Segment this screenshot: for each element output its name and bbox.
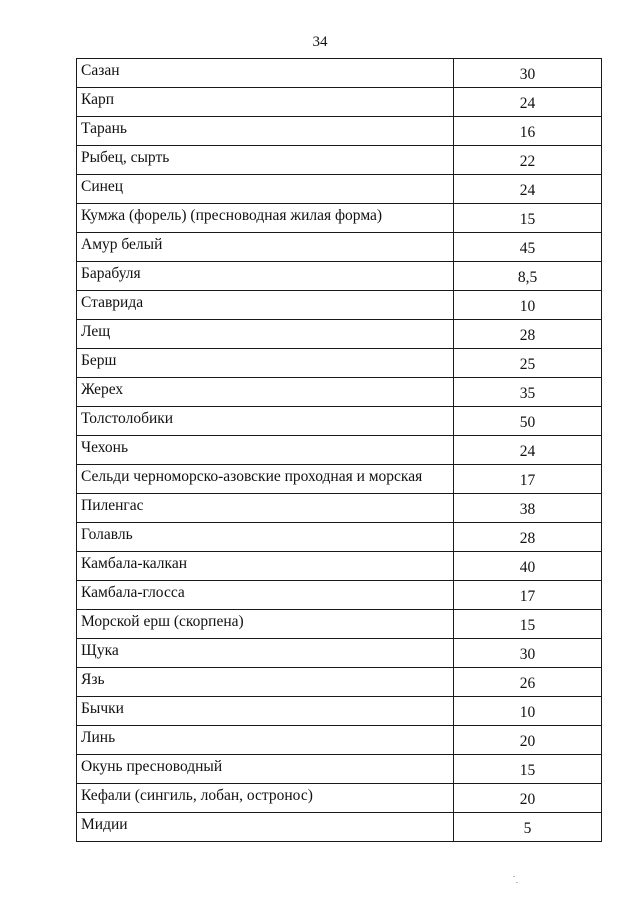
value-cell: 8,5 [517, 269, 538, 286]
table-row [77, 59, 601, 88]
table-row [77, 755, 601, 784]
species-name-cell: Карп [77, 88, 454, 116]
value-cell: 20 [519, 791, 536, 808]
table-row [77, 697, 601, 726]
table-row [77, 494, 601, 523]
species-name-cell: Кефали (сингиль, лобан, остронос) [77, 784, 454, 812]
value-cell: 28 [519, 530, 536, 547]
value-cell: 15 [519, 762, 536, 779]
value-cell: 24 [519, 182, 536, 199]
value-cell: 50 [519, 414, 536, 431]
table-row [77, 465, 601, 494]
value-cell: 10 [519, 298, 536, 315]
species-name-cell: Пиленгас [77, 494, 454, 522]
species-name-cell: Бычки [77, 697, 454, 725]
table-row [77, 581, 601, 610]
table-row [77, 233, 601, 262]
table-row [77, 784, 601, 813]
species-name-cell: Камбала-калкан [77, 552, 454, 580]
table-row [77, 523, 601, 552]
value-cell: 26 [519, 675, 536, 692]
table-row [77, 726, 601, 755]
table-row [77, 262, 601, 291]
value-cell: 17 [519, 588, 536, 605]
species-name-cell: Сельди черноморско-азовские проходная и морская [77, 465, 454, 493]
table-row [77, 146, 601, 175]
table-row [77, 668, 601, 697]
value-cell: 30 [519, 646, 536, 663]
page-number: 34 [312, 34, 328, 50]
table-row [77, 175, 601, 204]
species-name-cell: Барабуля [77, 262, 454, 290]
value-cell: 30 [519, 66, 536, 83]
table-row [77, 117, 601, 146]
table-row [77, 813, 601, 842]
scan-artifact [516, 882, 518, 883]
table-row [77, 88, 601, 117]
species-name-cell: Сазан [77, 59, 454, 87]
table-row [77, 291, 601, 320]
species-name-cell: Голавль [77, 523, 454, 551]
table-row [77, 378, 601, 407]
value-cell: 22 [519, 153, 536, 170]
species-name-cell: Тарань [77, 117, 454, 145]
table-row [77, 552, 601, 581]
species-name-cell: Морской ерш (скорпена) [77, 610, 454, 638]
species-name-cell: Кумжа (форель) (пресноводная жилая форма) [77, 204, 454, 232]
value-cell: 20 [519, 733, 536, 750]
table-row [77, 639, 601, 668]
species-name-cell: Ставрида [77, 291, 454, 319]
value-cell: 5 [523, 820, 532, 837]
species-name-cell: Чехонь [77, 436, 454, 464]
value-cell: 25 [519, 356, 536, 373]
data-table [76, 58, 602, 842]
table-row [77, 436, 601, 465]
species-name-cell: Берш [77, 349, 454, 377]
value-cell: 40 [519, 559, 536, 576]
value-cell: 45 [519, 240, 536, 257]
value-cell: 28 [519, 327, 536, 344]
value-cell: 24 [519, 95, 536, 112]
table-row [77, 610, 601, 639]
value-cell: 35 [519, 385, 536, 402]
value-cell: 15 [519, 617, 536, 634]
value-cell: 15 [519, 211, 536, 228]
species-name-cell: Язь [77, 668, 454, 696]
value-cell: 38 [519, 501, 536, 518]
species-name-cell: Окунь пресноводный [77, 755, 454, 783]
species-name-cell: Мидии [77, 813, 454, 841]
scan-artifact [513, 876, 515, 877]
species-name-cell: Жерех [77, 378, 454, 406]
table-row [77, 320, 601, 349]
species-name-cell: Линь [77, 726, 454, 754]
species-name-cell: Камбала-глосса [77, 581, 454, 609]
table-row [77, 204, 601, 233]
table-row [77, 407, 601, 436]
value-cell: 24 [519, 443, 536, 460]
value-cell: 16 [519, 124, 536, 141]
species-name-cell: Щука [77, 639, 454, 667]
species-name-cell: Амур белый [77, 233, 454, 261]
species-name-cell: Синец [77, 175, 454, 203]
species-name-cell: Рыбец, сырть [77, 146, 454, 174]
species-name-cell: Толстолобики [77, 407, 454, 435]
value-cell: 10 [519, 704, 536, 721]
table-row [77, 349, 601, 378]
species-name-cell: Лещ [77, 320, 454, 348]
value-cell: 17 [519, 472, 536, 489]
